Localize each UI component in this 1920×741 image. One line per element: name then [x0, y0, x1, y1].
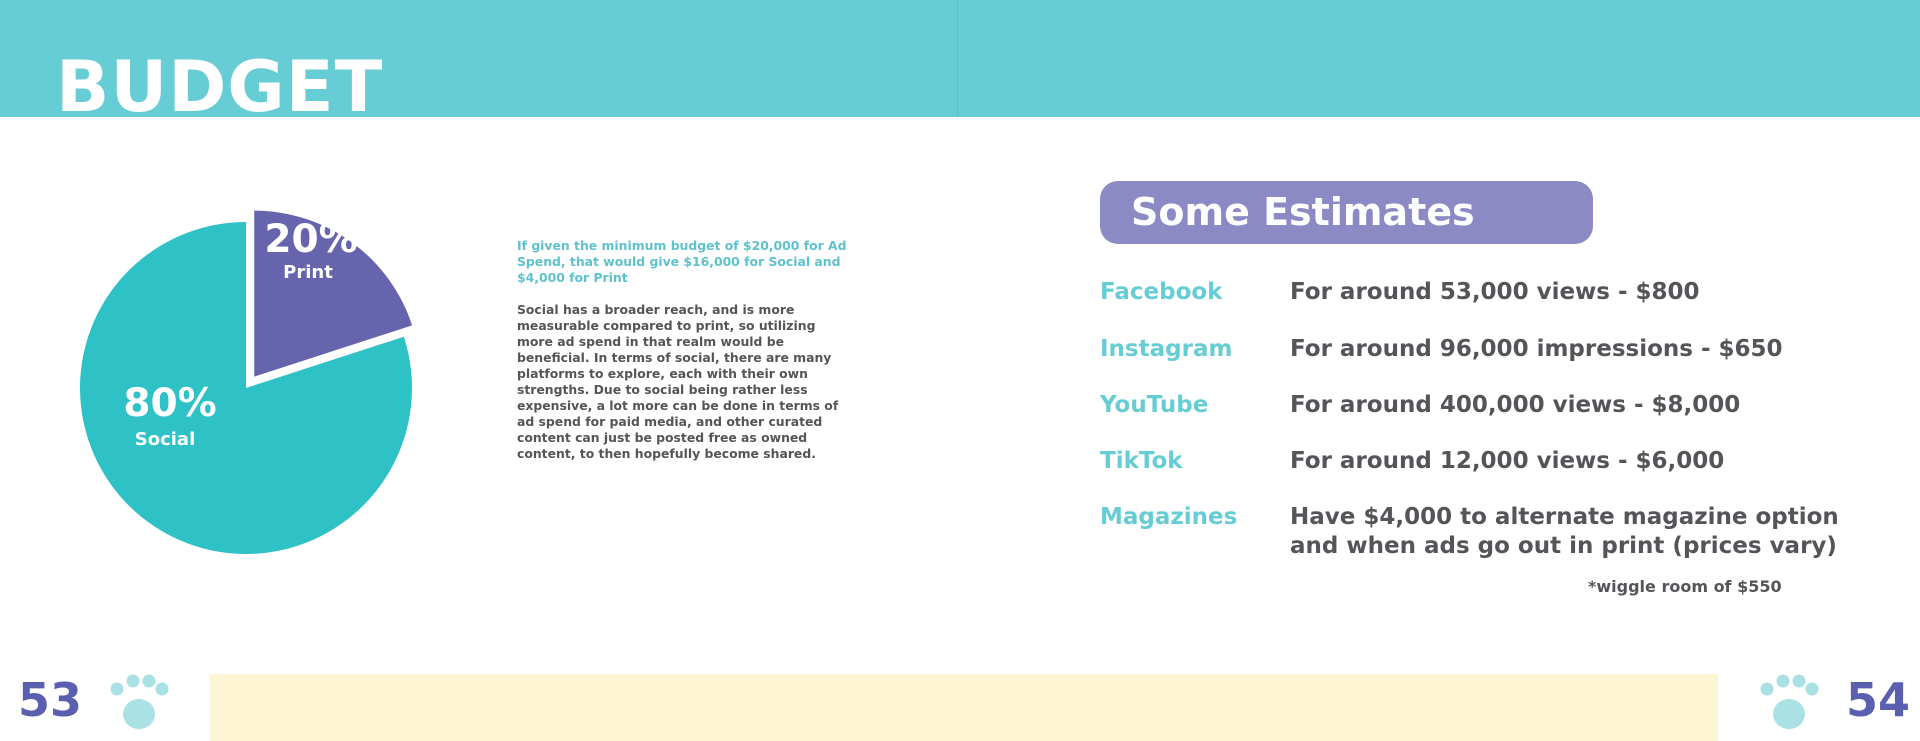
estimate-facebook: For around 53,000 views - $800 [1290, 279, 1700, 305]
wiggle-room-note: *wiggle room of $550 [1588, 577, 1782, 596]
paw-print-icon [1758, 674, 1820, 732]
platform-tiktok: TikTok [1100, 448, 1183, 474]
page-spine [957, 0, 958, 117]
estimates-heading: Some Estimates [1100, 181, 1593, 244]
budget-pie-chart [60, 170, 430, 570]
platform-magazines: Magazines [1100, 504, 1238, 530]
budget-rationale-text: Social has a broader reach, and is more measurable compared to print, so utilizing more ad spend in that realm would be beneficial. In terms of social, there are many platforms to explore, each with their own strengths. Due to social being rather less expensive, a lot more can be done in terms of ad spend for paid media, and other curated content can just be posted free as owned content, to then hopefully become shared. [517, 302, 839, 461]
estimate-magazines-line1: Have $4,000 to alternate magazine option [1290, 504, 1839, 530]
print-percent-label: 20% [264, 217, 358, 262]
platform-facebook: Facebook [1100, 279, 1223, 305]
paw-print-icon [108, 674, 170, 732]
page-number-left: 53 [18, 673, 83, 727]
social-percent-label: 80% [123, 381, 217, 426]
platform-instagram: Instagram [1100, 336, 1233, 362]
estimate-tiktok: For around 12,000 views - $6,000 [1290, 448, 1725, 474]
estimate-instagram: For around 96,000 impressions - $650 [1290, 336, 1783, 362]
page-number-right: 54 [1846, 673, 1911, 727]
footer-strip [210, 674, 1718, 741]
page-title: BUDGET [56, 52, 384, 117]
social-slice-label: Social [134, 429, 196, 450]
budget-intro-text: If given the minimum budget of $20,000 for Ad Spend, that would give $16,000 for Social and $4,000 for Print [517, 238, 847, 285]
estimate-youtube: For around 400,000 views - $8,000 [1290, 392, 1741, 418]
print-slice-label: Print [283, 262, 333, 283]
platform-youtube: YouTube [1100, 392, 1209, 418]
estimate-magazines-line2: and when ads go out in print (prices vary) [1290, 533, 1837, 559]
